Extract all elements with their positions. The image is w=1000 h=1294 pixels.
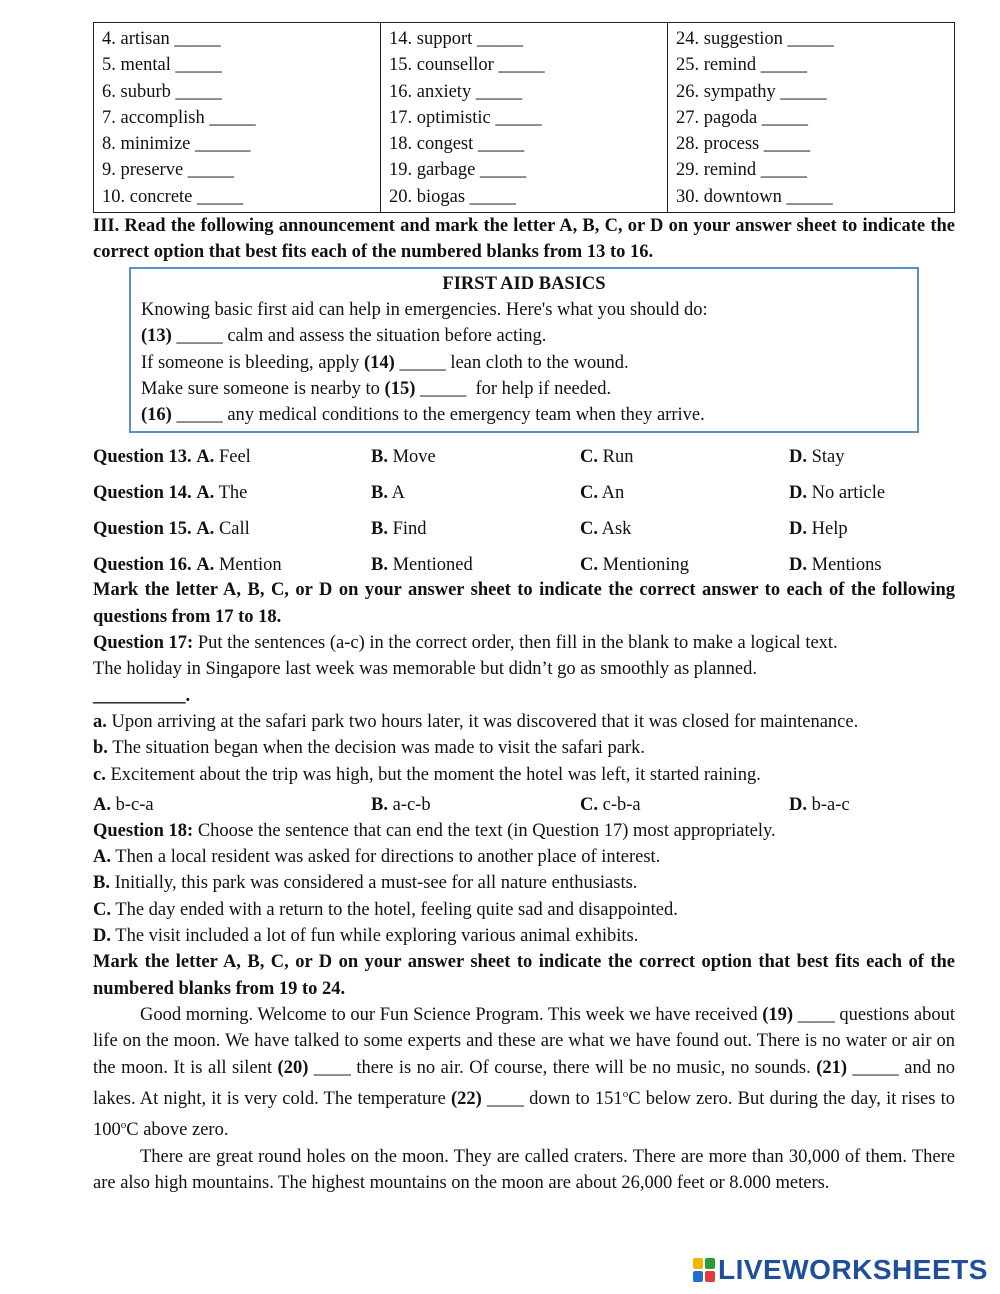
option-letter: D.	[789, 518, 807, 539]
option-letter: A.	[93, 795, 111, 816]
word-item: 28. process _____	[676, 134, 811, 155]
option-a[interactable]: b-c-a	[115, 795, 154, 816]
word-column-1	[94, 23, 381, 213]
option-letter: A.	[196, 554, 215, 575]
question-18-prompt	[93, 818, 955, 844]
option-letter: D.	[93, 926, 111, 947]
sentence-c	[93, 762, 955, 788]
word-item: 27. pagoda _____	[676, 107, 809, 128]
passage-text: ____ down to 151	[481, 1088, 623, 1109]
blank-number-22: (22)	[450, 1088, 482, 1109]
word-item: 29. remind _____	[676, 160, 808, 181]
option-d[interactable]: b-a-c	[811, 795, 850, 816]
option-letter: B.	[371, 482, 388, 503]
sentence-text: Upon arriving at the safari park two hours later, it was discovered that it was closed for maintenance.	[106, 711, 859, 732]
word-column-2	[381, 23, 668, 213]
option-letter: A.	[93, 847, 111, 868]
blank-number-16: (16)	[141, 405, 172, 426]
option-c[interactable]: Ask	[601, 518, 632, 539]
word-item: 25. remind _____	[676, 55, 808, 76]
option-d[interactable]: No article	[811, 482, 886, 503]
passage-text: C above zero.	[126, 1120, 229, 1141]
sentence-b	[93, 735, 955, 761]
option-c[interactable]: An	[601, 482, 625, 503]
option-letter: D.	[789, 446, 807, 467]
option-letter: C.	[580, 518, 598, 539]
option-b[interactable]: Find	[392, 518, 427, 539]
liveworksheets-logo-icon	[693, 1258, 715, 1282]
section-3-instruction: III. Read the following announcement and mark the letter A, B, C, or D on your answer sheet to indicate the correct option that best fits each of the numbered blanks from 13 to 16.	[93, 216, 955, 263]
option-letter: B.	[371, 518, 388, 539]
option-letter: B.	[371, 446, 388, 467]
blank-number-14: (14)	[363, 352, 395, 373]
question-15	[93, 511, 955, 547]
line-text: _____ lean cloth to the wound.	[394, 352, 629, 373]
word-item: 26. sympathy _____	[676, 81, 827, 102]
word-item: 9. preserve _____	[102, 160, 235, 181]
blank-number-15: (15)	[384, 378, 416, 399]
option-letter: C.	[580, 795, 598, 816]
blank-number-21: (21)	[816, 1057, 848, 1078]
question-17-lead-sentence: The holiday in Singapore last week was memorable but didn’t go as smoothly as planned.	[93, 659, 757, 680]
option-letter: A.	[196, 518, 215, 539]
passage-paragraph-1	[93, 1002, 955, 1144]
logo-text: LIVEWORKSHEETS	[718, 1254, 988, 1285]
announcement-line-16	[141, 402, 907, 428]
question-18-option-a[interactable]	[93, 844, 955, 870]
option-text: The day ended with a return to the hotel, feeling quite sad and disappointed.	[111, 899, 678, 920]
option-c[interactable]: Run	[602, 446, 634, 467]
line-text: _____ for help if needed.	[415, 378, 612, 399]
question-14	[93, 475, 955, 511]
liveworksheets-logo	[693, 1254, 988, 1286]
word-item: 19. garbage _____	[389, 160, 527, 181]
option-a[interactable]: Feel	[218, 446, 251, 467]
option-b[interactable]: a-c-b	[392, 795, 431, 816]
passage-text: ____ there is no air. Of course, there will be no music, no sounds.	[308, 1057, 817, 1078]
passage-text: _____ and no lakes. At night, it is very cold. The temperature	[93, 1057, 955, 1109]
option-c[interactable]: Mentioning	[602, 554, 689, 575]
word-item: 7. accomplish _____	[102, 107, 256, 128]
line-text: _____ any medical conditions to the emergency team when they arrive.	[171, 405, 705, 426]
word-item: 8. minimize ______	[102, 134, 251, 155]
question-label: Question 14.	[93, 482, 192, 503]
option-text: The visit included a lot of fun while exploring various animal exhibits.	[111, 926, 639, 947]
option-d[interactable]: Mentions	[811, 554, 882, 575]
option-b[interactable]: A	[391, 482, 405, 503]
sentence-label: c.	[93, 764, 106, 785]
word-item: 14. support _____	[389, 29, 524, 49]
question-18-option-d[interactable]	[93, 923, 955, 949]
option-b[interactable]: Mentioned	[392, 554, 473, 575]
line-text: _____ calm and assess the situation before acting.	[171, 326, 547, 347]
question-18-option-b[interactable]	[93, 870, 955, 896]
option-letter: D.	[789, 795, 807, 816]
announcement-intro: Knowing basic first aid can help in emergencies. Here's what you should do:	[141, 299, 708, 320]
word-item: 20. biogas _____	[389, 186, 516, 207]
word-item: 18. congest _____	[389, 134, 525, 155]
blank-number-19: (19)	[762, 1004, 794, 1025]
line-text: If someone is bleeding, apply	[141, 352, 364, 373]
section-17-18-instruction: Mark the letter A, B, C, or D on your answer sheet to indicate the correct answer to each of the following questions from 17 to 18.	[93, 580, 955, 627]
word-item: 16. anxiety _____	[389, 81, 523, 102]
announcement-line-15	[141, 376, 907, 402]
option-a[interactable]: Call	[218, 518, 250, 539]
question-label: Question 13.	[93, 446, 192, 467]
word-item: 6. suburb _____	[102, 81, 222, 102]
option-text: Initially, this park was considered a must-see for all nature enthusiasts.	[109, 873, 638, 894]
option-letter: B.	[371, 554, 388, 575]
question-text: Choose the sentence that can end the text (in Question 17) most appropriately.	[193, 820, 776, 841]
passage-paragraph-2: There are great round holes on the moon. They are called craters. There are more than 30,000 of them. There are also high mountains. The highest mountains on the moon are about 26,000 feet or 8.000 meters.	[93, 1146, 955, 1193]
option-d[interactable]: Stay	[811, 446, 845, 467]
announcement-title: FIRST AID BASICS	[442, 273, 606, 294]
question-17-blank: __________.	[93, 685, 191, 706]
section-19-24-instruction: Mark the letter A, B, C, or D on your answer sheet to indicate the correct option that best fits each of the numbered blanks from 19 to 24.	[93, 952, 955, 999]
blank-number-20: (20)	[277, 1057, 309, 1078]
option-letter: B.	[371, 795, 388, 816]
word-item: 4. artisan _____	[102, 29, 221, 49]
line-text: Make sure someone is nearby to	[141, 378, 385, 399]
option-a[interactable]: Mention	[218, 554, 282, 575]
word-item: 10. concrete _____	[102, 186, 244, 207]
question-label: Question 18:	[93, 820, 194, 841]
word-item: 5. mental _____	[102, 55, 222, 76]
worksheet-page	[93, 22, 955, 1196]
option-letter: C.	[93, 899, 111, 920]
question-label: Question 17:	[93, 633, 194, 654]
sentence-text: The situation began when the decision was made to visit the safari park.	[107, 738, 645, 759]
sentence-label: a.	[93, 711, 107, 732]
word-item: 24. suggestion _____	[676, 29, 834, 49]
option-letter: B.	[93, 873, 110, 894]
question-label: Question 15.	[93, 518, 192, 539]
question-13	[93, 439, 955, 475]
question-17-prompt	[93, 630, 955, 656]
option-text: Then a local resident was asked for directions to another place of interest.	[111, 847, 661, 868]
passage-text: C below zero. But during the day, it rises to 100	[93, 1088, 955, 1141]
word-item: 17. optimistic _____	[389, 107, 542, 128]
sentence-text: Excitement about the trip was high, but the moment the hotel was left, it started raining.	[105, 764, 761, 785]
option-a[interactable]: The	[218, 482, 248, 503]
passage-text: Good morning. Welcome to our Fun Science Program. This week we have received	[140, 1004, 763, 1025]
option-letter: D.	[789, 554, 807, 575]
question-label: Question 16.	[93, 554, 192, 575]
announcement-line-14	[141, 350, 907, 376]
degree-symbol: o	[622, 1087, 629, 1100]
announcement-line-13	[141, 323, 907, 349]
word-column-3	[668, 23, 955, 213]
question-18-option-c[interactable]	[93, 897, 955, 923]
sentence-label: b.	[93, 738, 108, 759]
blank-number-13: (13)	[141, 326, 172, 347]
option-letter: C.	[580, 446, 598, 467]
option-letter: A.	[196, 482, 215, 503]
option-letter: C.	[580, 554, 598, 575]
option-letter: A.	[196, 446, 215, 467]
option-letter: D.	[789, 482, 807, 503]
option-d[interactable]: Help	[811, 518, 848, 539]
passage-text: ____ questions about life on the moon. We have talked to some experts and these are what we have found out. There is no water or air on the moon. It is all silent	[93, 1004, 955, 1078]
sentence-a	[93, 709, 955, 735]
word-item: 15. counsellor _____	[389, 55, 545, 76]
first-aid-announcement-box	[129, 267, 919, 434]
question-text: Put the sentences (a-c) in the correct order, then fill in the blank to make a logical text.	[193, 633, 838, 654]
option-letter: C.	[580, 482, 598, 503]
word-table	[93, 22, 955, 213]
word-item: 30. downtown _____	[676, 186, 833, 207]
option-c[interactable]: c-b-a	[602, 795, 641, 816]
option-b[interactable]: Move	[392, 446, 436, 467]
degree-symbol: o	[120, 1119, 127, 1132]
